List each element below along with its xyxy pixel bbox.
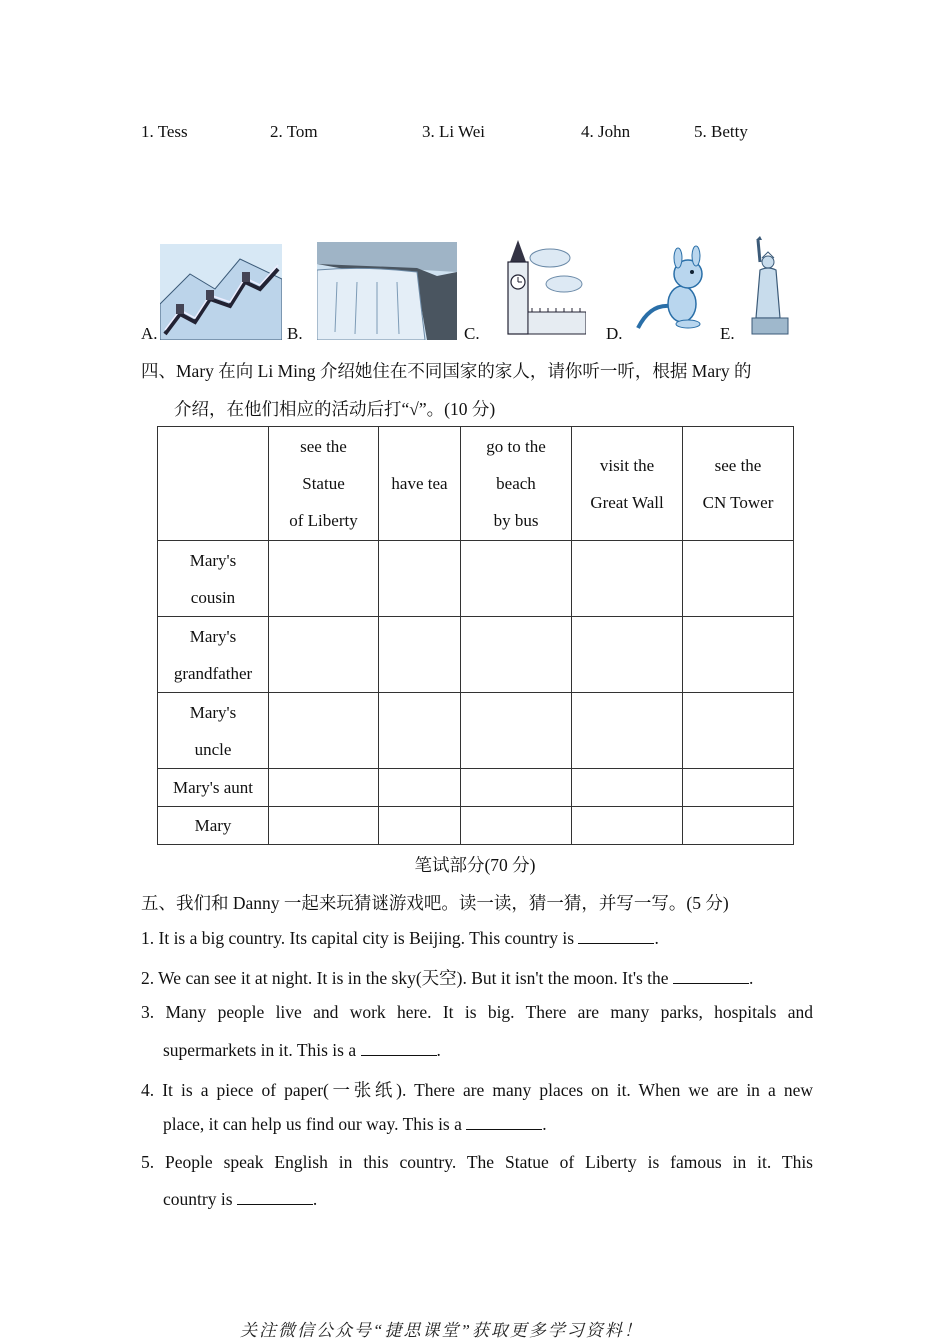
name-4: 4. John	[581, 122, 631, 141]
answer-blank[interactable]	[673, 969, 749, 984]
question-1	[141, 928, 659, 949]
row-label-text: Mary's aunt	[172, 778, 254, 797]
header-have-tea	[379, 427, 461, 541]
answer-cell[interactable]	[572, 769, 683, 807]
table-row	[158, 541, 794, 617]
answer-cell[interactable]	[269, 617, 379, 693]
section5-heading: 五、我们和 Danny 一起来玩猜谜游戏吧。读一读，猜一猜，并写一写。(5 分)	[141, 893, 729, 913]
header-text: have tea	[391, 474, 448, 493]
row-label-text: grandfather	[173, 663, 253, 683]
answer-cell[interactable]	[269, 541, 379, 617]
question-4-line2	[163, 1114, 547, 1135]
kangaroo-icon	[630, 244, 718, 332]
question-text: supermarkets in it. This is a	[163, 1040, 357, 1060]
answer-cell[interactable]	[269, 693, 379, 769]
picture-letter-e: E.	[720, 324, 735, 343]
question-5-line2	[163, 1189, 317, 1210]
row-label-text: cousin	[190, 587, 236, 607]
waterfall-icon	[317, 242, 457, 340]
name-1: 1. Tess	[141, 122, 188, 141]
section4-heading-line2: 介绍，在他们相应的活动后打“√”。(10 分)	[174, 399, 496, 419]
answer-cell[interactable]	[379, 807, 461, 845]
question-text: country is	[163, 1189, 233, 1209]
header-text: Great Wall	[590, 492, 664, 512]
question-3-line1: 3. Many people live and work here. It is big. There are many parks, hospitals and	[141, 1002, 813, 1022]
header-text: Statue	[302, 474, 345, 493]
row-label-aunt	[158, 769, 269, 807]
table-row	[158, 693, 794, 769]
header-text: by bus	[493, 511, 539, 530]
header-text: visit the	[599, 455, 655, 475]
period: .	[748, 968, 754, 988]
header-text: beach	[496, 474, 536, 493]
period: .	[654, 928, 659, 948]
answer-cell[interactable]	[461, 769, 572, 807]
table-row	[158, 807, 794, 845]
header-text: of Liberty	[289, 511, 358, 530]
answer-blank[interactable]	[237, 1190, 313, 1205]
row-label-text: Mary	[194, 816, 232, 835]
answer-cell[interactable]	[572, 807, 683, 845]
row-label-text: uncle	[194, 739, 232, 759]
answer-cell[interactable]	[572, 541, 683, 617]
statue-of-liberty-icon	[746, 236, 794, 336]
answer-cell[interactable]	[683, 541, 794, 617]
great-wall-icon	[160, 244, 282, 340]
answer-cell[interactable]	[461, 693, 572, 769]
answer-blank[interactable]	[578, 929, 654, 944]
answer-cell[interactable]	[572, 693, 683, 769]
name-5: 5. Betty	[694, 122, 748, 141]
answer-cell[interactable]	[379, 769, 461, 807]
row-label-grandfather	[158, 617, 269, 693]
names-row	[0, 122, 950, 148]
footer-note: 关注微信公众号“捷思课堂”获取更多学习资料！	[240, 1321, 643, 1340]
question-2	[141, 965, 753, 990]
table-row	[158, 769, 794, 807]
picture-letter-a: A.	[141, 324, 158, 343]
answer-cell[interactable]	[683, 617, 794, 693]
big-ben-icon	[486, 238, 586, 338]
question-3-line2	[163, 1040, 441, 1061]
answer-cell[interactable]	[379, 617, 461, 693]
row-label-text: Mary's	[189, 702, 237, 722]
picture-letter-b: B.	[287, 324, 303, 343]
written-part-title: 笔试部分(70 分)	[414, 855, 536, 875]
answer-cell[interactable]	[269, 807, 379, 845]
question-text: 1. It is a big country. Its capital city is Beijing. This country is	[141, 928, 575, 948]
answer-cell[interactable]	[379, 541, 461, 617]
header-text: see the	[300, 437, 347, 456]
header-beach-by-bus	[461, 427, 572, 541]
answer-blank[interactable]	[466, 1115, 542, 1130]
answer-cell[interactable]	[461, 617, 572, 693]
header-text: see the	[714, 455, 762, 475]
row-label-uncle	[158, 693, 269, 769]
name-2: 2. Tom	[270, 122, 318, 141]
answer-cell[interactable]	[379, 693, 461, 769]
row-label-cousin	[158, 541, 269, 617]
header-great-wall	[572, 427, 683, 541]
name-3: 3. Li Wei	[422, 122, 486, 141]
answer-cell[interactable]	[683, 807, 794, 845]
header-cn-tower	[683, 427, 794, 541]
question-4-line1: 4. It is a piece of paper(一张纸). There are many places on it. When we are in a new	[141, 1080, 813, 1100]
question-text: place, it can help us find our way. This is a	[163, 1114, 462, 1134]
pictures-row	[0, 236, 950, 348]
picture-letter-d: D.	[606, 324, 623, 343]
row-label-text: Mary's	[189, 626, 237, 646]
section4-heading-line1: 四、Mary 在向 Li Ming 介绍她住在不同国家的家人，请你听一听，根据 Mary 的	[141, 361, 752, 381]
table-header-row	[158, 427, 794, 541]
period: .	[436, 1040, 441, 1060]
answer-cell[interactable]	[461, 541, 572, 617]
answer-blank[interactable]	[361, 1041, 437, 1056]
answer-cell[interactable]	[572, 617, 683, 693]
picture-letter-c: C.	[464, 324, 480, 343]
table-row	[158, 617, 794, 693]
period: .	[542, 1114, 547, 1134]
period: .	[312, 1189, 318, 1209]
question-5-line1: 5. People speak English in this country. The Statue of Liberty is famous in it. This	[141, 1152, 813, 1172]
row-label-text: Mary's	[189, 550, 237, 570]
header-statue-of-liberty	[269, 427, 379, 541]
header-text: go to the	[486, 437, 546, 456]
activity-table	[157, 426, 794, 845]
row-label-mary	[158, 807, 269, 845]
answer-cell[interactable]	[269, 769, 379, 807]
header-text: CN Tower	[702, 492, 774, 512]
question-text: 2. We can see it at night. It is in the sky(天空). But it isn't the moon. It's the	[141, 968, 669, 988]
answer-cell[interactable]	[461, 807, 572, 845]
answer-cell[interactable]	[683, 693, 794, 769]
header-cell-empty	[158, 427, 269, 541]
answer-cell[interactable]	[683, 769, 794, 807]
